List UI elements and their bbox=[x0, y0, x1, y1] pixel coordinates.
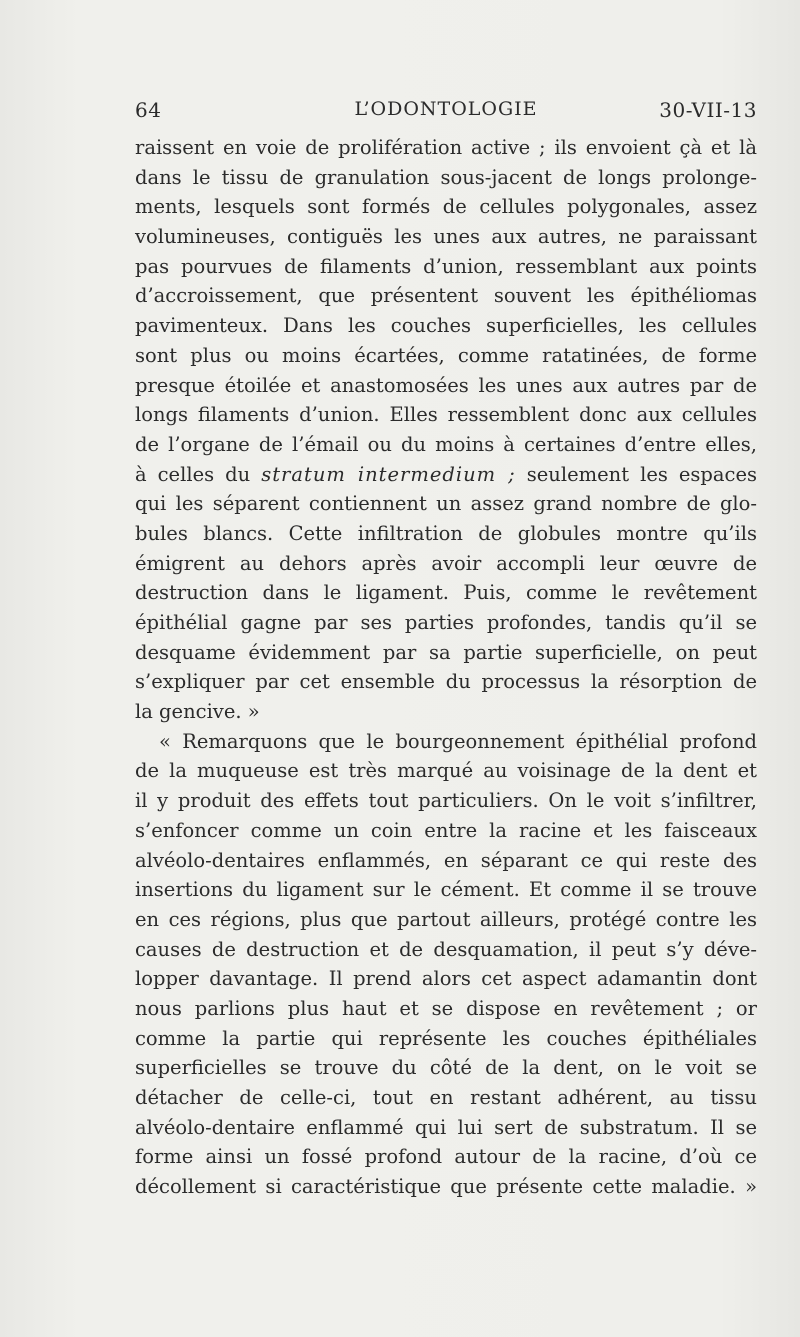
text-line: « Remarquons que le bourgeonnement épithélial profond bbox=[159, 729, 757, 753]
text-line: lopper davantage. Il prend alors cet aspect adamantin dont bbox=[135, 967, 757, 991]
text-segment: à celles du bbox=[135, 462, 262, 486]
text-line: bules blancs. Cette infiltration de globules montre qu’ils bbox=[135, 521, 757, 545]
italic-term: stratum intermedium ; bbox=[261, 462, 516, 486]
text-line: sont plus ou moins écartées, comme ratatinées, de forme bbox=[135, 343, 757, 367]
issue-date: 30-VII-13 bbox=[659, 98, 757, 122]
text-line: la gencive. » bbox=[135, 700, 260, 724]
text-line: de la muqueuse est très marqué au voisinage de la dent et bbox=[135, 759, 757, 783]
page-number: 64 bbox=[135, 98, 162, 122]
text-line: desquame évidemment par sa partie superficielle, on peut bbox=[135, 640, 757, 664]
running-title: L’ODONTOLOGIE bbox=[354, 98, 538, 120]
text-line: dans le tissu de granulation sous-jacent de longs prolonge- bbox=[135, 165, 757, 189]
text-line: s’enfoncer comme un coin entre la racine et les faisceaux bbox=[135, 818, 757, 842]
text-line: d’accroissement, que présentent souvent les épithéliomas bbox=[135, 284, 757, 308]
text-line: insertions du ligament sur le cément. Et comme il se trouve bbox=[135, 878, 757, 902]
text-line: pas pourvues de filaments d’union, ressemblant aux points bbox=[135, 254, 757, 278]
text-line: il y produit des effets tout particuliers. On le voit s’infiltrer, bbox=[135, 789, 757, 813]
text-line: de l’organe de l’émail ou du moins à certaines d’entre elles, bbox=[135, 432, 757, 456]
text-line: raissent en voie de prolifération active ; ils envoient çà et là bbox=[135, 136, 757, 159]
text-line-with-italic bbox=[135, 460, 757, 490]
text-line: destruction dans le ligament. Puis, comme le revêtement bbox=[135, 581, 757, 605]
text-segment: seulement les espaces bbox=[515, 462, 757, 486]
text-line: décollement si caractéristique que présente cette maladie. » bbox=[135, 1175, 757, 1199]
text-line: causes de destruction et de desquamation, il peut s’y déve- bbox=[135, 937, 757, 961]
text-line: comme la partie qui représente les couches épithéliales bbox=[135, 1026, 757, 1050]
text-line: épithélial gagne par ses parties profondes, tandis qu’il se bbox=[135, 611, 757, 634]
text-line: émigrent au dehors après avoir accompli leur œuvre de bbox=[135, 551, 757, 575]
text-line: volumineuses, contiguës les unes aux autres, ne paraissant bbox=[135, 225, 757, 249]
text-line: longs filaments d’union. Elles ressemblent donc aux cellules bbox=[135, 403, 757, 427]
text-line: nous parlions plus haut et se dispose en revêtement ; or bbox=[135, 996, 757, 1020]
page-header bbox=[135, 98, 757, 126]
text-line: alvéolo-dentaire enflammé qui lui sert de substratum. Il se bbox=[135, 1115, 757, 1139]
text-line: ments, lesquels sont formés de cellules polygonales, assez bbox=[135, 195, 757, 219]
text-line: en ces régions, plus que partout ailleurs, protégé contre les bbox=[135, 907, 757, 931]
text-line: pavimenteux. Dans les couches superficielles, les cellules bbox=[135, 314, 757, 338]
text-line: presque étoilée et anastomosées les unes aux autres par de bbox=[135, 373, 757, 397]
text-line: superficielles se trouve du côté de la dent, on le voit se bbox=[135, 1056, 757, 1080]
text-line: détacher de celle-ci, tout en restant adhérent, au tissu bbox=[135, 1086, 757, 1109]
text-line: s’expliquer par cet ensemble du processus la résorption de bbox=[135, 670, 757, 694]
body-text bbox=[135, 133, 757, 1202]
text-line: qui les séparent contiennent un assez grand nombre de glo- bbox=[135, 492, 757, 516]
text-line: alvéolo-dentaires enflammés, en séparant ce qui reste des bbox=[135, 848, 757, 872]
text-line: forme ainsi un fossé profond autour de la racine, d’où ce bbox=[135, 1145, 757, 1169]
